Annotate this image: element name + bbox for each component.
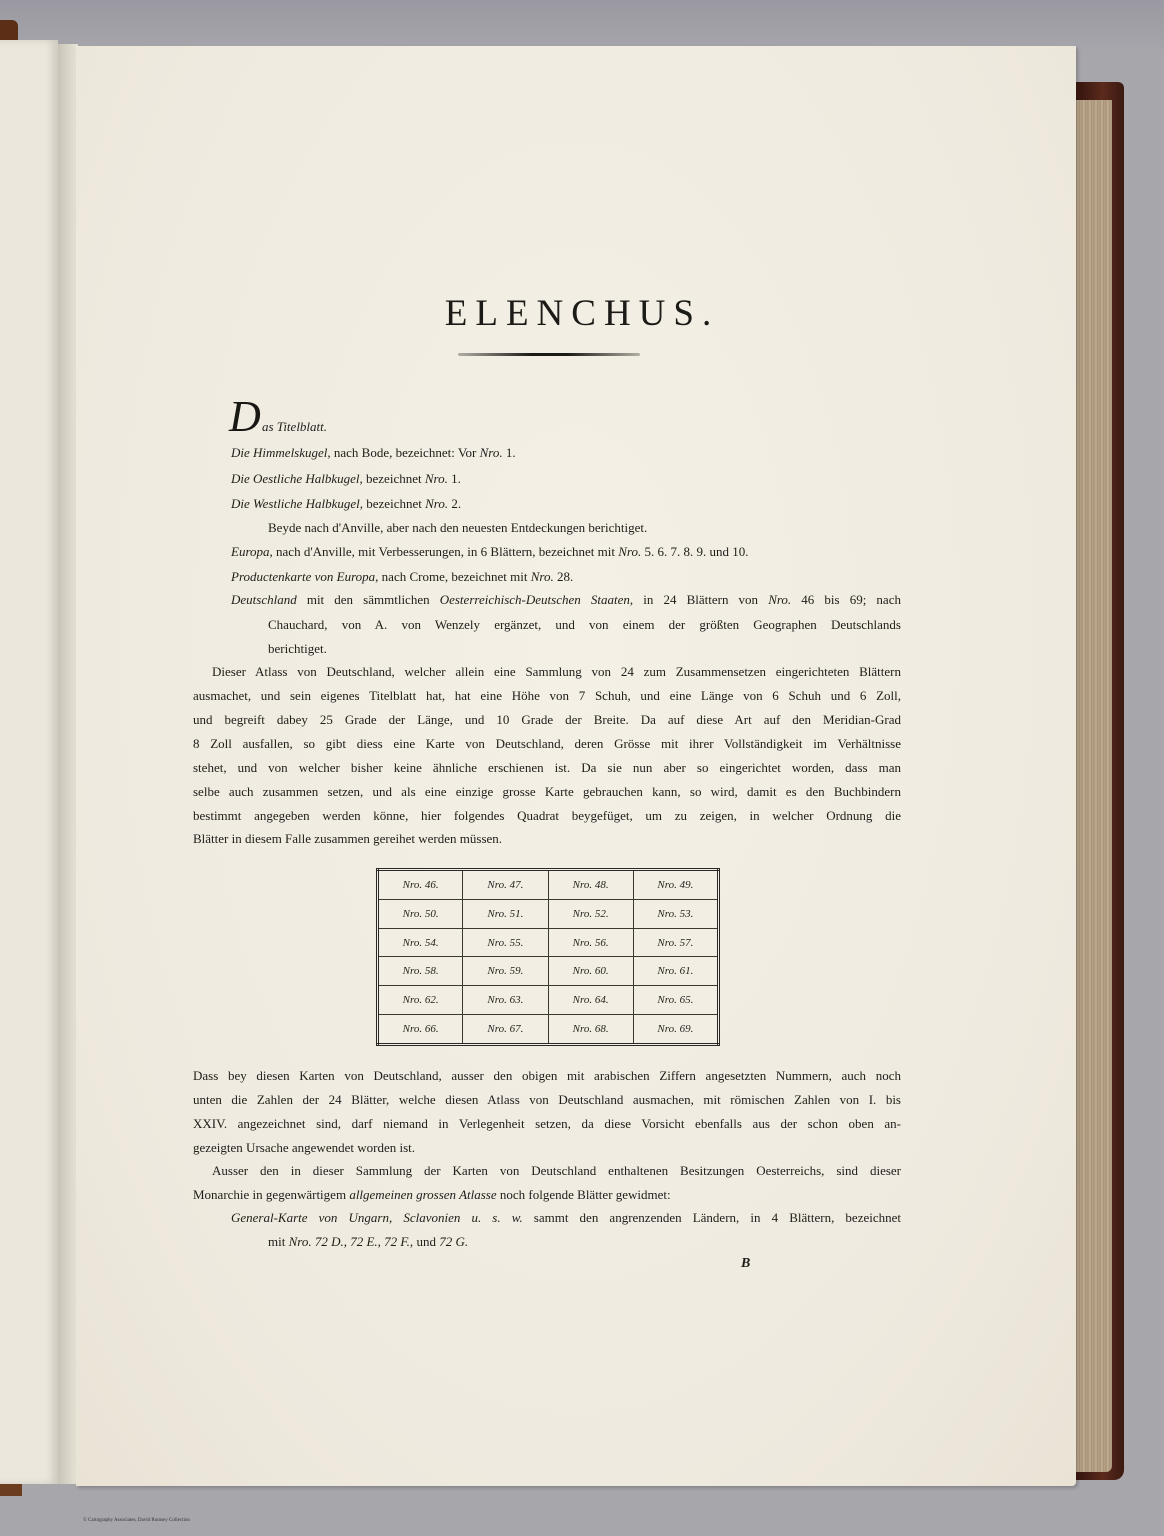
- entry-italic: Oesterreichisch-Deutschen Staaten: [439, 592, 630, 607]
- signature-mark: B: [741, 1256, 751, 1271]
- entry-italic: Europa: [231, 544, 270, 559]
- paragraph-line: [193, 1187, 671, 1203]
- entry-text: und: [413, 1234, 440, 1249]
- entry-oestliche-halbkugel: [231, 471, 461, 487]
- entry-number: 28.: [553, 569, 574, 584]
- entry-text: , nach Crome, bezeichnet mit: [375, 569, 531, 584]
- entry-number: 1.: [502, 445, 516, 460]
- entry-note-beyde: Beyde nach d'Anville, aber nach den neuesten Entdeckungen berichtiget.: [268, 520, 648, 535]
- entry-text: , bezeichnet: [359, 471, 425, 486]
- entry-productenkarte: [231, 569, 573, 585]
- table-row: [378, 957, 719, 986]
- paragraph-line: 8 Zoll ausfallen, so gibt diess eine Karte von Deutschland, deren Grösse mit ihrer Vollständigkeit im Verhältnisse: [193, 736, 901, 751]
- paragraph-line: Ausser den in dieser Sammlung der Karten von Deutschland enthaltenen Besitzungen Oesterreichs, sind dieser: [212, 1163, 901, 1178]
- entry-italic: Die Oestliche Halbkugel: [231, 471, 360, 486]
- table-cell: Nro. 47.: [463, 870, 548, 900]
- drop-cap: D: [229, 392, 261, 441]
- table-cell: Nro. 51.: [463, 900, 548, 929]
- table-row: [378, 986, 719, 1015]
- table-cell: Nro. 54.: [378, 928, 463, 957]
- table-cell: Nro. 49.: [633, 870, 718, 900]
- table-cell: Nro. 62.: [378, 986, 463, 1015]
- entry-italic: Deutschland: [231, 592, 297, 607]
- entry-number: 5. 6. 7. 8. 9. und 10.: [641, 544, 749, 559]
- entry-text: , in 24 Blättern von: [629, 592, 769, 607]
- italic-text: allgemeinen grossen Atlasse: [349, 1187, 497, 1202]
- entry-nro: Nro.: [479, 445, 503, 460]
- paragraph-line: und begreift dabey 25 Grade der Länge, und 10 Grade der Breite. Da auf diese Art auf den Meridian-Grad: [193, 712, 901, 727]
- table-row: [378, 928, 719, 957]
- table-cell: Nro. 65.: [633, 986, 718, 1015]
- entry-italic: General-Karte von Ungarn, Sclavonien u. s. w.: [231, 1210, 523, 1225]
- entry-general-karte-ungarn: [231, 1210, 901, 1226]
- entry-nro: Nro.: [425, 496, 449, 511]
- entry-number: 46 bis 69; nach: [791, 592, 901, 607]
- paragraph-line: Dass bey diesen Karten von Deutschland, ausser den obigen mit arabischen Ziffern angesetzten Nummern, auch noch: [193, 1068, 901, 1083]
- table-cell: Nro. 66.: [378, 1014, 463, 1044]
- table-cell: Nro. 53.: [633, 900, 718, 929]
- table-cell: Nro. 64.: [548, 986, 633, 1015]
- background: [0, 0, 1164, 50]
- paragraph-line: unten die Zahlen der 24 Blätter, welche diesen Atlass von Deutschland ausmachen, mit römischen Zahlen von I. bis: [193, 1092, 901, 1107]
- entry-deutschland: [231, 592, 901, 608]
- paragraph-line: selbe auch zusammen setzen, und als eine einzige grosse Karte gebrauchen kann, so wird, damit es den Buchbindern: [193, 784, 901, 799]
- entry-number: 2.: [448, 496, 462, 511]
- table-cell: Nro. 61.: [633, 957, 718, 986]
- table-row: [378, 1014, 719, 1044]
- paragraph-line: ausmachet, und sein eigenes Titelblatt hat, hat eine Höhe von 7 Schuh, und eine Länge von 6 Schuh und 6 Zoll,: [193, 688, 901, 703]
- entry-general-karte-cont: [268, 1234, 468, 1250]
- table-row: [378, 900, 719, 929]
- entry-italic: Productenkarte von Europa: [231, 569, 376, 584]
- entry-text: mit: [268, 1234, 289, 1249]
- table-cell: Nro. 67.: [463, 1014, 548, 1044]
- paragraph-line: bestimmt angegeben werden könne, hier folgendes Quadrat beygefüget, um zu zeigen, in welcher Ordnung die: [193, 808, 901, 823]
- entry-titelblatt: [262, 419, 327, 435]
- text: noch folgende Blätter gewidmet:: [496, 1187, 671, 1202]
- credit-line: © Cartography Associates, David Rumsey Collection: [83, 1518, 190, 1523]
- table-cell: Nro. 68.: [548, 1014, 633, 1044]
- table-cell: Nro. 56.: [548, 928, 633, 957]
- entry-text: , nach d'Anville, mit Verbesserungen, in 6 Blättern, bezeichnet mit: [269, 544, 619, 559]
- entry-text: , bezeichnet: [359, 496, 426, 511]
- table-cell: Nro. 55.: [463, 928, 548, 957]
- entry-text: , nach Bode, bezeichnet: Vor: [327, 445, 480, 460]
- paragraph-line: Dieser Atlass von Deutschland, welcher allein eine Sammlung von 24 zum Zusammensetzen eingerichteten Blättern: [212, 664, 901, 679]
- entry-nro: Nro.: [530, 569, 554, 584]
- book-cover-left-corner: [0, 20, 18, 42]
- entry-europa: [231, 544, 748, 560]
- table-cell: Nro. 48.: [548, 870, 633, 900]
- table-cell: Nro. 46.: [378, 870, 463, 900]
- table-cell: Nro. 60.: [548, 957, 633, 986]
- left-page: [0, 40, 58, 1484]
- entry-nro: 72 G.: [439, 1234, 469, 1249]
- paragraph-line: gezeigten Ursache angewendet worden ist.: [193, 1140, 415, 1155]
- entry-deutschland-cont: Chauchard, von A. von Wenzely ergänzet, und von einem der größten Geographen Deutschlands: [268, 617, 901, 632]
- entry-nro: Nro.: [424, 471, 448, 486]
- paragraph-line: Blätter in diesem Falle zusammen gereihet werden müssen.: [193, 831, 503, 846]
- table-cell: Nro. 57.: [633, 928, 718, 957]
- page-title: ELENCHUS.: [444, 293, 720, 334]
- sheet-arrangement-table: [376, 868, 720, 1046]
- table-row: [378, 870, 719, 900]
- entry-italic: Die Westliche Halbkugel: [231, 496, 360, 511]
- text: Monarchie in gegenwärtigem: [193, 1187, 350, 1202]
- entry-text: as Titelblatt.: [262, 419, 328, 434]
- entry-italic: Die Himmelskugel: [231, 445, 328, 460]
- table-cell: Nro. 63.: [463, 986, 548, 1015]
- entry-text: mit den sämmtlichen: [296, 592, 440, 607]
- book-cover-left-bottom: [0, 1482, 22, 1496]
- entry-number: 1.: [447, 471, 461, 486]
- title-rule: [458, 353, 640, 356]
- entry-westliche-halbkugel: [231, 496, 461, 512]
- book-gutter: [58, 44, 78, 1484]
- paragraph-line: XXIV. angezeichnet sind, darf niemand in Verlegenheit setzen, da diese Vorsicht ebenfalls aus der schon oben an-: [193, 1116, 901, 1131]
- entry-nro: Nro.: [768, 592, 792, 607]
- table-cell: Nro. 69.: [633, 1014, 718, 1044]
- entry-nro: Nro. 72 D., 72 E., 72 F.,: [288, 1234, 414, 1249]
- entry-himmelskugel: [231, 445, 516, 461]
- paragraph-line: stehet, und von welcher bisher keine ähnliche erschienen ist. Da sie nun aber so eingerichtet worden, dass man: [193, 760, 901, 775]
- entry-deutschland-end: berichtiget.: [268, 641, 327, 656]
- table-cell: Nro. 58.: [378, 957, 463, 986]
- table-cell: Nro. 59.: [463, 957, 548, 986]
- table-cell: Nro. 52.: [548, 900, 633, 929]
- entry-nro: Nro.: [618, 544, 642, 559]
- entry-text: sammt den angrenzenden Ländern, in 4 Blättern, bezeichnet: [522, 1210, 901, 1225]
- table-cell: Nro. 50.: [378, 900, 463, 929]
